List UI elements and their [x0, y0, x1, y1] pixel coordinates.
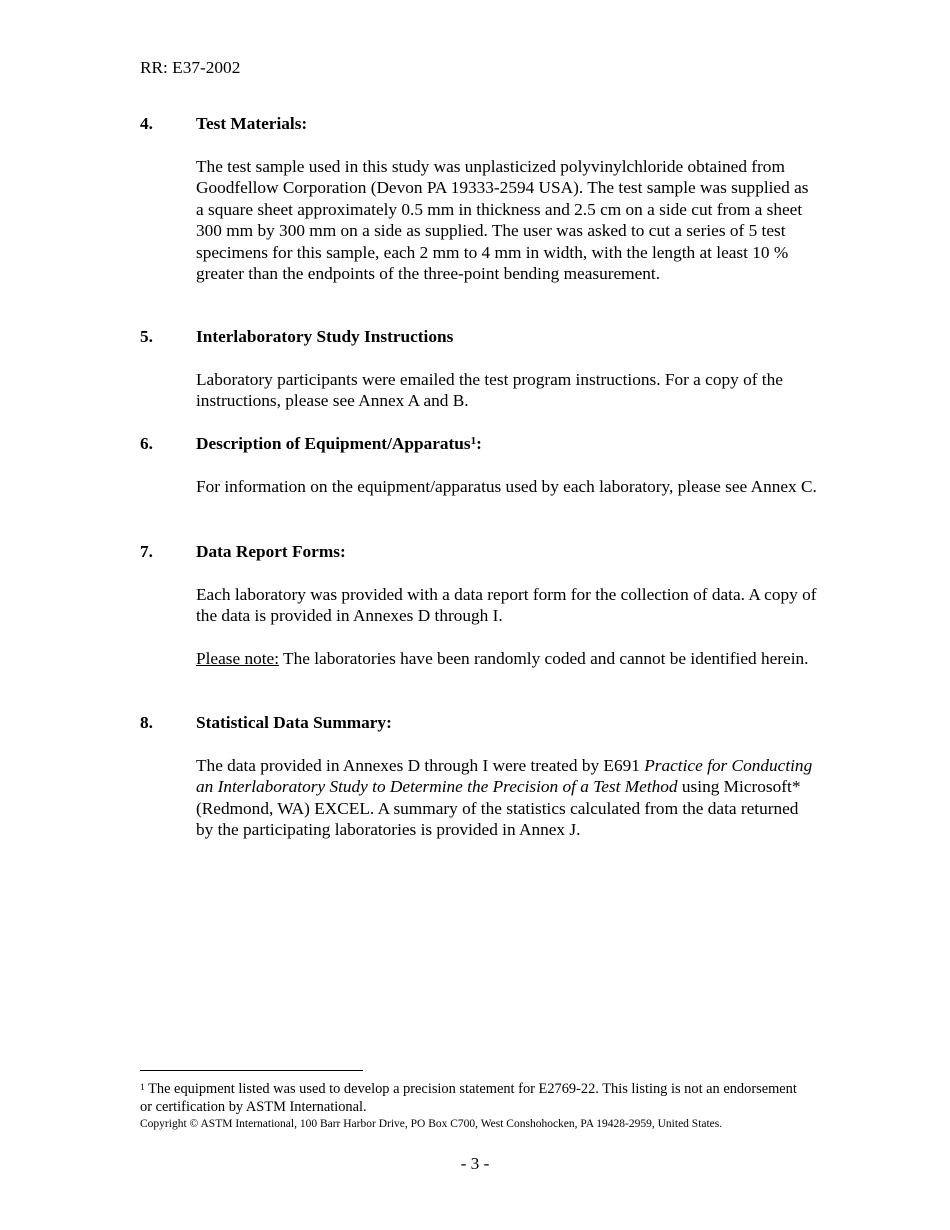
report-id-header: RR: E37-2002: [140, 58, 241, 77]
section-heading: [140, 113, 820, 135]
section-number: 7.: [140, 542, 153, 561]
section-title-wrapper: [196, 433, 482, 455]
body-text-part2: using Microsoft* (Redmond, WA) EXCEL. A summary of the statistics calculated from the data returned by the participating laboratories is provided in Annex J.: [196, 777, 801, 839]
footnote-separator: [140, 1070, 363, 1071]
section-title: Test Materials:: [196, 114, 308, 133]
footnote-marker: 1: [140, 1083, 145, 1093]
note-text: The laboratories have been randomly coded and cannot be identified herein.: [279, 648, 809, 668]
practice-title: Practice for Conducting an Interlaboratory Study to Determine the Precision of a Test Method: [196, 755, 813, 796]
footnote-reference: 1: [470, 435, 477, 447]
section-data-report-forms: [140, 541, 820, 669]
section-equipment-description: [140, 433, 820, 497]
section-heading: [140, 433, 820, 455]
section-body: For information on the equipment/apparatus used by each laboratory, please see Annex C.: [196, 476, 817, 496]
section-interlaboratory-instructions: [140, 326, 820, 412]
section-number: 8.: [140, 713, 153, 732]
section-title: Statistical Data Summary:: [196, 713, 392, 732]
section-title: Description of Equipment/Apparatus: [196, 434, 471, 453]
section-test-materials: [140, 113, 820, 285]
section-body: Laboratory participants were emailed the test program instructions. For a copy of the instructions, please see Annex A and B.: [196, 369, 783, 410]
section-title: Data Report Forms:: [196, 542, 346, 561]
section-body: The test sample used in this study was unplasticized polyvinylchloride obtained from Goodfellow Corporation (Devon PA 19333-2594 USA). The test sample was supplied as a square sheet approximately 0.5 mm in thickness and 2.5 cm on a side cut from a sheet 300 mm by 300 mm on a side as supplied. The user was asked to cut a series of 5 test specimens for this sample, each 2 mm to 4 mm in width, with the length at least 10 % greater than the endpoints of the three-point bending measurement.: [196, 156, 809, 283]
footnote-text: The equipment listed was used to develop a precision statement for E2769-22. This listing is not an endorsement or certification by ASTM International.: [140, 1081, 797, 1115]
note-label: Please note:: [196, 648, 280, 668]
section-number: 4.: [140, 114, 153, 133]
section-title-suffix: :: [476, 434, 482, 453]
section-heading: [140, 712, 820, 734]
footnote: [140, 1081, 800, 1116]
section-note: [196, 648, 820, 670]
section-title: Interlaboratory Study Instructions: [196, 327, 454, 346]
section-body: [196, 755, 820, 841]
copyright-notice: Copyright © ASTM International, 100 Barr Harbor Drive, PO Box C700, West Conshohocken, PA 19428-2959, United States.: [140, 1118, 723, 1130]
section-body: Each laboratory was provided with a data report form for the collection of data. A copy of the data is provided in Annexes D through I.: [196, 584, 817, 625]
section-number: 5.: [140, 327, 153, 346]
section-number: 6.: [140, 434, 153, 453]
section-heading: [140, 541, 820, 563]
section-heading: [140, 326, 820, 348]
section-statistical-summary: [140, 712, 820, 841]
page-number: - 3 -: [460, 1154, 490, 1173]
body-text-part1: The data provided in Annexes D through I were treated by E691: [196, 755, 645, 775]
